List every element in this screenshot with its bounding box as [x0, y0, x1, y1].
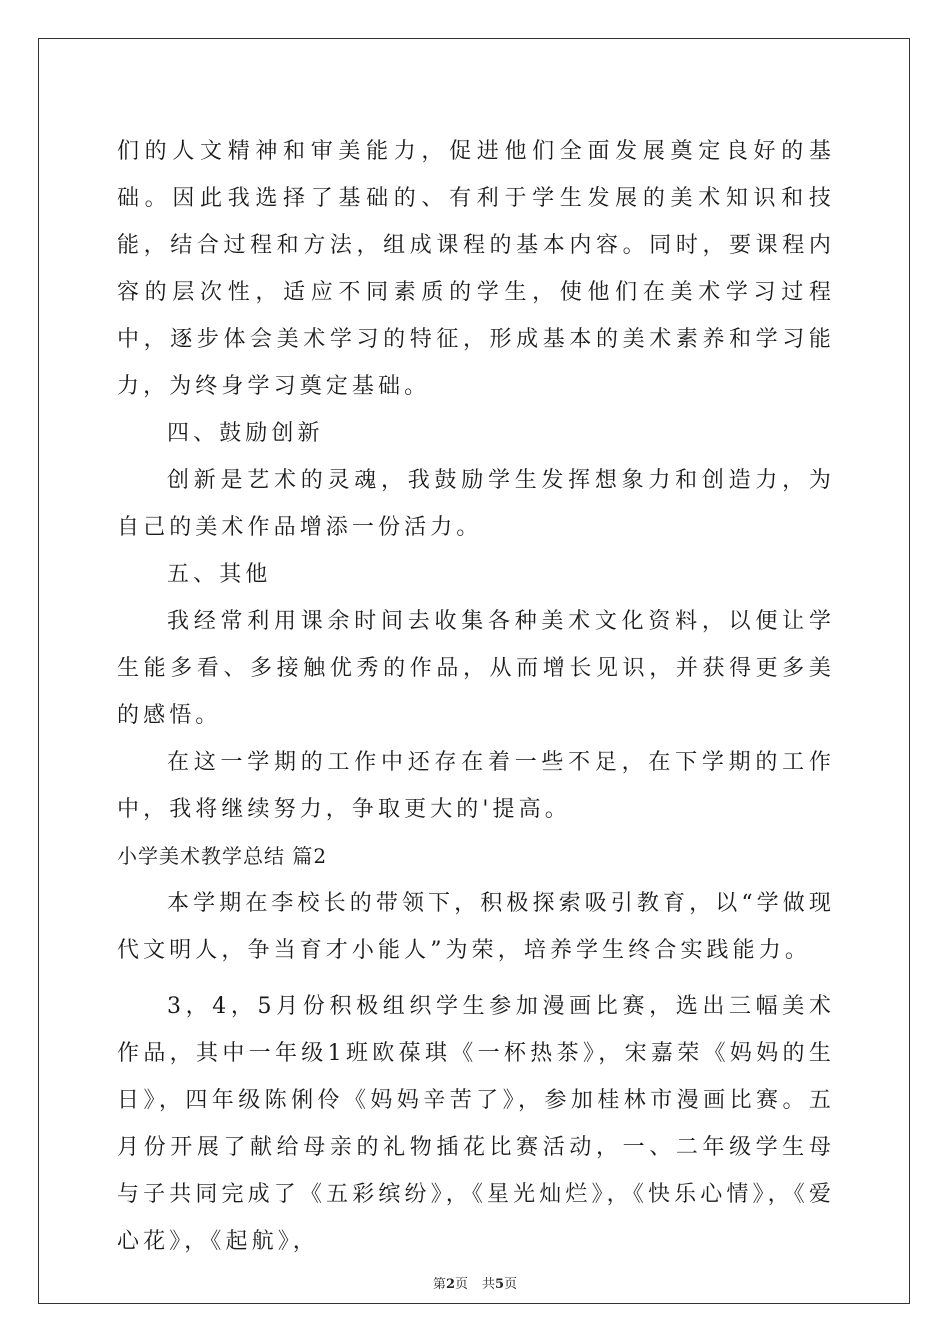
paragraph-innovation: 创新是艺术的灵魂，我鼓励学生发挥想象力和创造力，为自己的美术作品增添一份活力。 — [117, 468, 835, 540]
page-suffix: 页 — [454, 1277, 468, 1292]
page-total: 5 — [495, 1277, 505, 1292]
page-number: 2 — [445, 1277, 455, 1292]
paragraph-continued: 们的人文精神和审美能力，促进他们全面发展奠定良好的基础。因此我选择了基础的、有利于学生发展的美术知识和技能，结合过程和方法，组成课程的基本内容。同时，要课程内容的层次性，适应不同素质的学生，使他们在美术学习过程中，逐步体会美术学习的特征，形成基本的美术素养和学习能力，为终身学习奠定基础。 — [117, 139, 835, 399]
paragraph-shortcomings: 在这一学期的工作中还存在着一些不足，在下学期的工作中，我将继续努力，争取更大的'提高。 — [117, 750, 835, 822]
paragraph-competitions: 3，4，5月份积极组织学生参加漫画比赛，选出三幅美术作品，其中一年级1班欧葆琪《一杯热茶》，宋嘉荣《妈妈的生日》，四年级陈俐伶《妈妈辛苦了》，参加桂林市漫画比赛。五月份开展了献给母亲的礼物插花比赛活动，一、二年级学生母与子共同完成了《五彩缤纷》，《星光灿烂》，《快乐心情》，《爱心花》，《起航》， — [117, 994, 835, 1254]
paragraph-semester-intro: 本学期在李校长的带领下，积极探索吸引教育，以“学做现代文明人，争当育才小能人”为荣，培养学生终合实践能力。 — [117, 891, 835, 963]
paragraph-other: 我经常利用课余时间去收集各种美术文化资料，以便让学生能多看、多接触优秀的作品，从而增长见识，并获得更多美的感悟。 — [117, 609, 835, 728]
total-prefix: 共 — [482, 1277, 496, 1292]
page-footer — [0, 1273, 950, 1292]
article-title-part-2: 小学美术教学总结 篇2 — [117, 844, 328, 868]
section-heading-other: 五、其他 — [167, 562, 272, 587]
total-suffix: 页 — [504, 1277, 518, 1292]
document-body — [117, 128, 835, 1265]
section-heading-encourage-innovation: 四、鼓励创新 — [167, 421, 324, 446]
page-prefix: 第 — [432, 1277, 446, 1292]
